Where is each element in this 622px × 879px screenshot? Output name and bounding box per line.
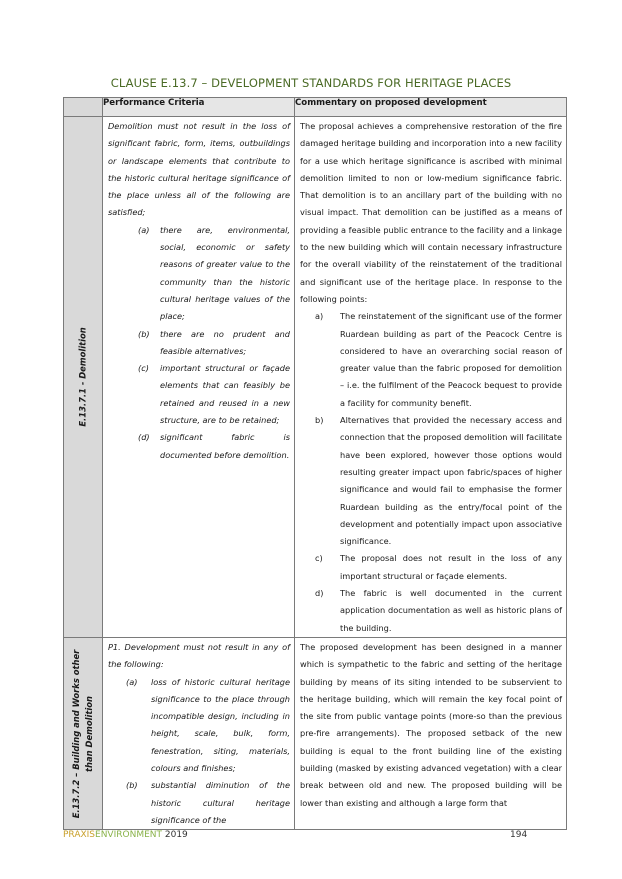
commentary-demolition <box>295 117 566 637</box>
commentary-cell <box>295 637 567 829</box>
table-row <box>64 637 567 829</box>
row-label-cell <box>64 117 103 638</box>
list-item: a) The reinstatement of the significant use of the former Ruardean building as part of the Peacock Centre is considered to have an overarching social reason of greater value than the fabric proposed for demolition – i.e. the fulfilment of the Peacock bequest to provide a facility for community benefit. <box>315 311 562 408</box>
list-item: d) The fabric is well documented in the current application documentation as well as historic plans of the building. <box>315 588 562 633</box>
list-item: (d) significant fabric is documented before demolition. <box>138 432 290 460</box>
list-item: c) The proposal does not result in the loss of any important structural or façade elements. <box>315 553 562 581</box>
header-blank-cell <box>64 98 103 117</box>
list-item: (b) there are no prudent and feasible alternatives; <box>138 328 290 356</box>
criteria-intro: P1. Development must not result in any of the following: <box>108 641 290 670</box>
list-item: b) Alternatives that provided the necessary access and connection that the proposed demolition will facilitate have been explored, however those options would resulting greater impact upon fabric/spaces of higher significance and would fail to emphasise the former Ruardean building as the entry/focal point of the development and potentially impact upon associative significance. <box>315 415 562 547</box>
header-criteria: Performance Criteria <box>103 98 295 117</box>
list-item: (a) there are, environmental, social, economic or safety reasons of greater value to the community than the historic cultural heritage values of the place; <box>138 224 290 322</box>
heritage-standards-table <box>63 97 567 830</box>
list-item: (b) substantial diminution of the historic cultural heritage significance of the <box>126 780 290 825</box>
criteria-cell <box>103 117 295 638</box>
table-row <box>64 117 567 638</box>
page-number: 194 <box>510 830 528 840</box>
list-item: (a) loss of historic cultural heritage significance to the place through incompatible design, including in height, scale, bulk, form, fenestration, siting, materials, colours and finishes; <box>126 676 290 773</box>
commentary-cell <box>295 117 567 638</box>
row-label-demolition: E.13.7.1 - Demolition <box>77 327 88 427</box>
criteria-building-works <box>103 638 294 829</box>
commentary-intro: The proposed development has been designed in a manner which is sympathetic to the fabric and setting of the heritage building by means of its siting intended to be subservient to the heritage building, which will remain the key focal point of the site from public vantage points (more-so than the previous pre-fire arrangements). The proposed setback of the new building is equal to the front building line of the existing building (masked by existing advanced vegetation) with a clear break between old and new. The proposed building will be lower than existing and although a large form that <box>300 641 562 808</box>
row-label-building-works: E.13.7.2 – Building and Works other than Demolition <box>71 649 94 818</box>
criteria-cell <box>103 637 295 829</box>
page-title: CLAUSE E.13.7 – DEVELOPMENT STANDARDS FOR HERITAGE PLACES <box>110 76 512 90</box>
table-header-row <box>64 98 567 117</box>
header-commentary: Commentary on proposed development <box>295 98 567 117</box>
list-item: (c) important structural or façade elements that can feasibly be retained and reused in a new structure, are to be retained; <box>138 363 290 426</box>
criteria-demolition <box>103 117 294 464</box>
commentary-building-works <box>295 638 566 812</box>
footer-brand: PRAXISENVIRONMENT 2019 <box>63 830 188 840</box>
row-label-cell <box>64 637 103 829</box>
criteria-intro: Demolition must not result in the loss of significant fabric, form, items, outbuildings or landscape elements that contribute to the historic cultural heritage significance of the place unless all of the following are satisfied; <box>108 121 290 218</box>
commentary-intro: The proposal achieves a comprehensive restoration of the fire damaged heritage building and incorporation into a new facility for a use which heritage significance is ascribed with minimal demolition limited to non or low-medium significance fabric. That demolition is to an ancillary part of the building with no visual impact. That demolition can be justified as a means of providing a feasible public entrance to the facility and a linkage to the new building which will contain necessary infrastructure for the overall viability of the reinstatement of the traditional and significant use of the heritage place. In response to the following points: <box>300 121 562 304</box>
